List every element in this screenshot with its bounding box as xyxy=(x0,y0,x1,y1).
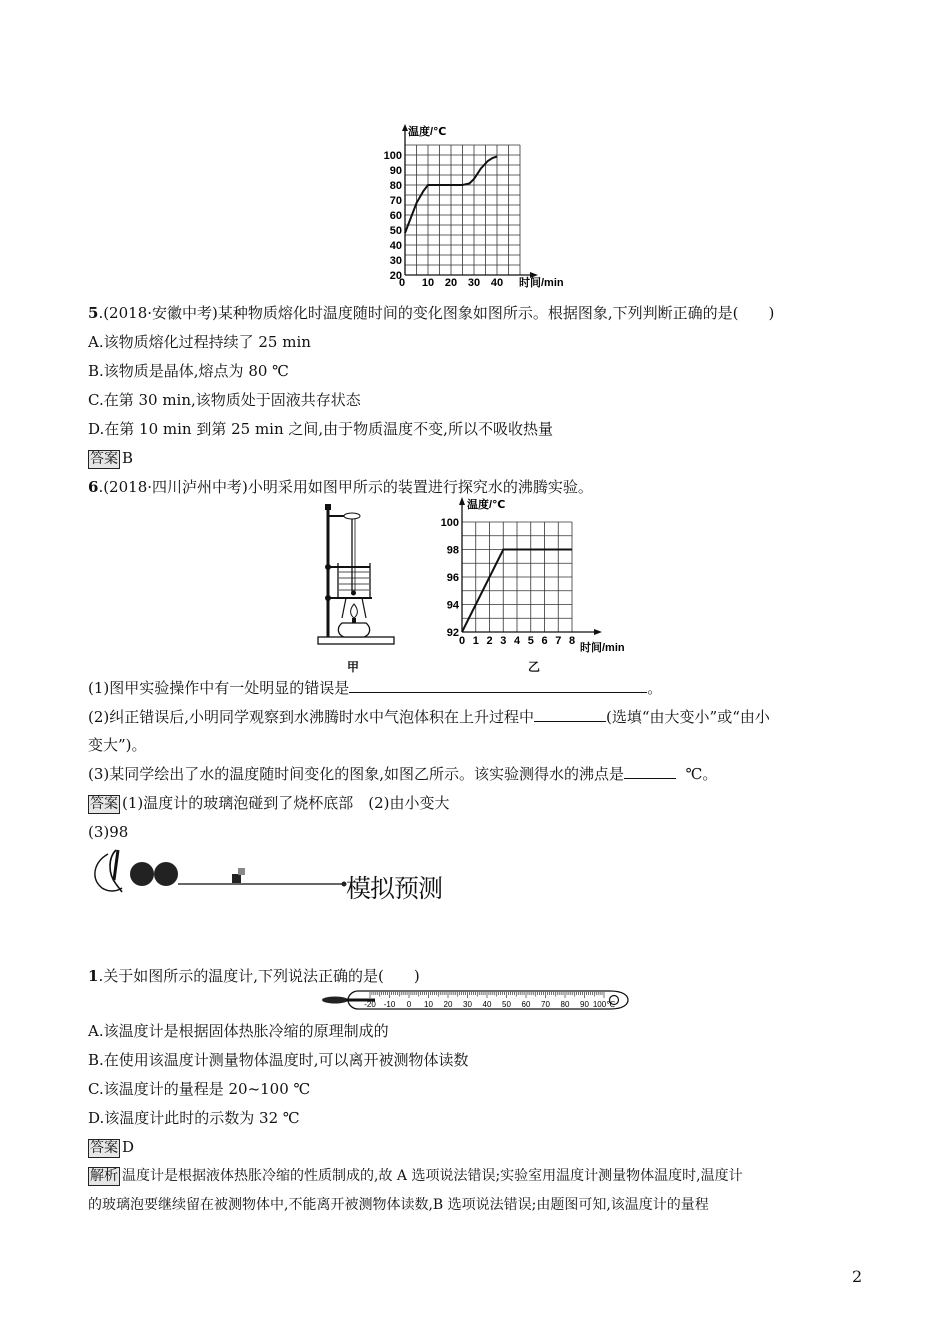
answer-tag: 答案 xyxy=(90,1140,118,1156)
y-tick-label: 30 xyxy=(389,255,402,267)
y-tick-label: 96 xyxy=(446,572,459,584)
q6-answer xyxy=(88,793,450,814)
scale-label: 50 xyxy=(502,1000,511,1009)
q6-answer-cont: (3)98 xyxy=(88,823,129,841)
page-number: 2 xyxy=(852,1267,863,1286)
x-tick-label: 1 xyxy=(472,635,479,647)
boiling-chart xyxy=(432,496,632,656)
q1-stem xyxy=(88,966,420,986)
q5-option-a: A.该物质熔化过程持续了 25 min xyxy=(88,333,311,351)
x-tick-label: 40 xyxy=(490,277,504,289)
y-tick-label: 80 xyxy=(389,180,402,192)
scale-label: 70 xyxy=(541,1000,550,1009)
scale-label: 40 xyxy=(482,1000,492,1009)
scale-label: 0 xyxy=(406,1000,412,1009)
q6-part1-end: 。 xyxy=(647,679,663,697)
q1-option-d: D.该温度计此时的示数为 32 ℃ xyxy=(88,1109,300,1127)
square-icon xyxy=(232,874,241,883)
scale-label: 20 xyxy=(443,1000,453,1009)
q1-analysis-text-1: 温度计是根据液体热胀冷缩的性质制成的,故 A 选项说法错误;实验室用温度计测量物体温度时,温度计 xyxy=(122,1168,743,1184)
x-tick-label: 0 xyxy=(458,635,466,647)
scale-label: 90 xyxy=(580,1000,589,1009)
y-axis-arrow xyxy=(459,497,465,505)
q5-option-d: D.在第 10 min 到第 25 min 之间,由于物质温度不变,所以不吸收热量 xyxy=(88,420,553,438)
q6-part3-unit: ℃。 xyxy=(685,765,718,783)
y-tick-label: 60 xyxy=(389,210,402,222)
x-tick-label: 30 xyxy=(467,277,481,289)
q5-option-b: B.该物质是晶体,熔点为 80 ℃ xyxy=(88,362,289,380)
section-title: 模拟预测 xyxy=(346,874,443,903)
x-tick-label: 6 xyxy=(541,635,548,647)
y-tick-label: 90 xyxy=(389,165,402,177)
circle-icon xyxy=(154,862,178,886)
q6-part1-blank xyxy=(349,678,647,693)
y-tick-label: 100 xyxy=(440,517,459,529)
y-tick-label: 50 xyxy=(389,225,402,237)
q6-part3-blank xyxy=(624,764,676,779)
x-axis-arrow xyxy=(594,629,602,635)
q1-answer-value: D xyxy=(122,1138,135,1156)
boiling-chart-grid xyxy=(462,522,572,632)
q6-part3 xyxy=(88,764,717,784)
q1-answer xyxy=(88,1137,134,1158)
x-axis-label: 时间/min xyxy=(580,642,625,654)
q6-answer-text: (1)温度计的玻璃泡碰到了烧杯底部 (2)由小变大 xyxy=(122,794,450,812)
x-tick-label: 5 xyxy=(527,635,534,647)
q6-part2-blank xyxy=(534,707,606,722)
y-tick-label: 20 xyxy=(389,270,402,282)
x-tick-label: 0 xyxy=(398,277,406,289)
q6-part2 xyxy=(88,707,770,727)
q6-part3-text: (3)某同学绘出了水的温度随时间变化的图象,如图乙所示。该实验测得水的沸点是 xyxy=(88,765,625,783)
x-tick-label: 7 xyxy=(555,635,562,647)
x-tick-label: 3 xyxy=(500,635,507,647)
q5-answer xyxy=(88,448,133,469)
q5-option-c: C.在第 30 min,该物质处于固液共存状态 xyxy=(88,391,361,409)
q6-part2-text: (2)纠正错误后,小明同学观察到水沸腾时水中气泡体积在上升过程中 xyxy=(88,708,535,726)
q6-stem xyxy=(88,477,593,497)
q6-part2-cont: 变大”)。 xyxy=(88,736,147,754)
q5-number: 5 xyxy=(88,304,99,322)
y-axis-label: 温度/℃ xyxy=(408,126,447,138)
y-tick-label: 94 xyxy=(446,599,459,612)
y-tick-label: 100 xyxy=(383,150,402,162)
q1-option-c: C.该温度计的量程是 20~100 ℃ xyxy=(88,1080,311,1098)
scale-label: 100℃ xyxy=(592,1000,616,1009)
x-tick-label: 2 xyxy=(486,635,493,647)
y-tick-label: 70 xyxy=(389,195,402,207)
circle-icon xyxy=(130,862,154,886)
q5-answer-value: B xyxy=(122,449,134,467)
q6-number: 6 xyxy=(88,478,99,496)
analysis-tag: 解析 xyxy=(90,1168,118,1184)
q1-stem-text: .关于如图所示的温度计,下列说法正确的是( ) xyxy=(98,967,420,985)
q1-option-b: B.在使用该温度计测量物体温度时,可以离开被测物体读数 xyxy=(88,1051,469,1069)
scale-label: 10 xyxy=(424,1000,433,1009)
q6-stem-text: .(2018·四川泸州中考)小明采用如图甲所示的装置进行探究水的沸腾实验。 xyxy=(98,478,593,496)
q1-analysis xyxy=(88,1166,743,1186)
label-yi: 乙 xyxy=(528,660,541,674)
y-tick-label: 40 xyxy=(389,240,402,252)
scale-label: 60 xyxy=(521,1000,531,1009)
y-axis-label: 温度/℃ xyxy=(467,499,506,511)
scale-label: 30 xyxy=(463,1000,472,1009)
q6-part2-options: (选填“由大变小”或“由小 xyxy=(606,708,770,726)
melting-chart xyxy=(368,122,578,290)
y-tick-label: 92 xyxy=(446,627,459,639)
answer-tag: 答案 xyxy=(90,451,118,467)
scale-label: 80 xyxy=(560,1000,570,1009)
x-axis-label: 时间/min xyxy=(519,277,564,289)
q5-stem xyxy=(88,303,774,323)
scale-label: -20 xyxy=(364,1000,376,1009)
q6-part1-text: (1)图甲实验操作中有一处明显的错误是 xyxy=(88,679,350,697)
x-tick-label: 20 xyxy=(444,277,458,289)
x-tick-label: 4 xyxy=(513,635,521,647)
label-jia: 甲 xyxy=(347,660,360,674)
q1-number: 1 xyxy=(88,967,99,985)
boiling-apparatus-illustration xyxy=(312,500,402,660)
q1-option-a: A.该温度计是根据固体热胀冷缩的原理制成的 xyxy=(88,1022,389,1040)
y-tick-label: 98 xyxy=(446,544,459,557)
section-banner-decoration xyxy=(86,844,356,900)
answer-tag: 答案 xyxy=(90,796,118,812)
q5-stem-text: .(2018·安徽中考)某种物质熔化时温度随时间的变化图象如图所示。根据图象,下列判断正确的是( ) xyxy=(98,304,775,322)
thermometer-illustration xyxy=(318,986,634,1014)
q1-analysis-cont: 的玻璃泡要继续留在被测物体中,不能离开被测物体读数,B 选项说法错误;由题图可知,该温度计的量程 xyxy=(88,1197,709,1213)
scale-label: -10 xyxy=(383,1000,396,1009)
melting-chart-grid xyxy=(405,145,520,275)
q6-part1 xyxy=(88,678,662,698)
x-tick-label: 10 xyxy=(421,277,435,289)
x-tick-label: 8 xyxy=(568,635,576,647)
